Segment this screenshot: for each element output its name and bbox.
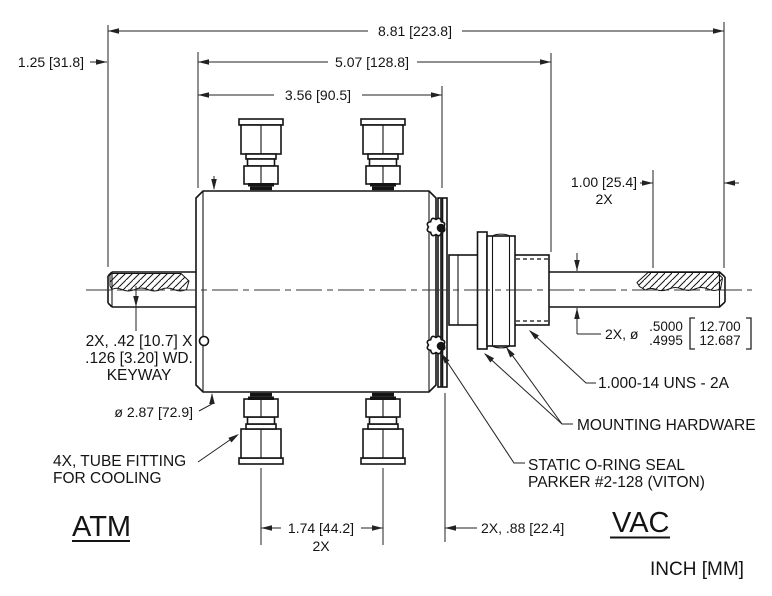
- mounting-note: MOUNTING HARDWARE: [577, 417, 756, 434]
- dim-fitting-spacing-qty: 2X: [312, 538, 330, 554]
- dim-vac-face-text: 2X, .88 [22.4]: [481, 520, 565, 536]
- shaft-dia-prefix: 2X, ø: [605, 326, 639, 342]
- tube-fitting-bottom-right: [361, 393, 405, 464]
- bracket-open: [690, 318, 695, 349]
- shaft-dia-mm-lower: 12.687: [699, 333, 741, 348]
- keyway-note-line2: .126 [3.20] WD.: [85, 350, 193, 367]
- dim-vac-face: [445, 525, 477, 531]
- shaft-dia-inch-lower: .4995: [649, 333, 683, 348]
- cooling-note-line1: 4X, TUBE FITTING: [53, 453, 187, 470]
- dim-overall-text: 8.81 [223.8]: [378, 23, 452, 39]
- tube-fitting-bottom-left: [239, 393, 283, 464]
- oring-note-line2: PARKER #2-128 (VITON): [528, 474, 705, 491]
- dim-atm-shaft-text: 1.25 [31.8]: [17, 54, 85, 70]
- leader-mounting: [482, 345, 573, 424]
- bracket-close: [746, 318, 751, 349]
- leader-thread: [527, 328, 596, 383]
- shaft-dia-inch-upper: .5000: [649, 319, 683, 334]
- nut: [487, 234, 515, 348]
- dim-body-dia-text: ø 2.87 [72.9]: [114, 404, 193, 420]
- dim-fitting-spacing-text: 1.74 [44.2]: [287, 520, 355, 536]
- dim-vac-keyway-qty: 2X: [595, 191, 613, 207]
- set-screw-hole: [200, 337, 209, 346]
- oring-note-line1: STATIC O-RING SEAL: [528, 457, 686, 474]
- tube-fitting-top-left: [239, 119, 283, 190]
- dim-to-thread-end-text: 5.07 [128.8]: [335, 54, 409, 70]
- dim-body-length-text: 3.56 [90.5]: [284, 87, 352, 103]
- o-ring-bottom: [437, 342, 446, 351]
- atm-keyway-hatch: [110, 274, 189, 292]
- keyway-note-line1: 2X, .42 [10.7] X: [85, 333, 193, 350]
- tube-fitting-top-right: [361, 119, 405, 190]
- dim-vac-keyway-text: 1.00 [25.4]: [570, 174, 638, 190]
- leader-oring: [439, 351, 525, 463]
- leader-cooling: [198, 432, 241, 462]
- o-ring-top: [437, 224, 446, 233]
- dim-atm-shaft: [90, 59, 107, 65]
- vac-label: VAC: [612, 507, 670, 539]
- vac-keyway-hatch: [637, 273, 723, 291]
- atm-label: ATM: [72, 511, 132, 543]
- keyway-note-line3: KEYWAY: [106, 367, 172, 384]
- thread-note: 1.000-14 UNS - 2A: [598, 375, 729, 392]
- leader-keyway: [133, 286, 139, 331]
- body: [196, 191, 436, 392]
- units-label: INCH [MM]: [650, 559, 744, 580]
- cooling-note-line2: FOR COOLING: [53, 470, 162, 487]
- shaft-dia-mm-upper: 12.700: [699, 319, 741, 334]
